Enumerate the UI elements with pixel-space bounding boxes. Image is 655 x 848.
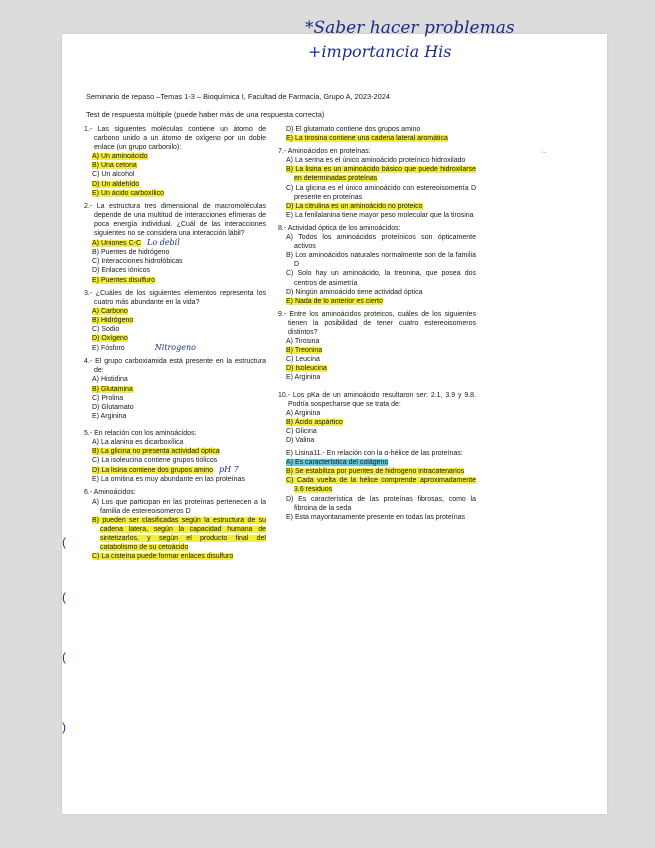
question-stem: 3.- ¿Cuáles de los siguientes elementos representa los cuatro más abundante en la vida? bbox=[84, 289, 266, 306]
question-8 bbox=[278, 224, 476, 306]
option-a: A) Todos los aminoácidos proteínicos son ópticamente activos bbox=[286, 234, 476, 251]
option-b: B) Una cetona bbox=[92, 162, 137, 170]
question-stem: 9.- Entre los aminoácidos proteicos, cuáles de los siguientes tienen la posibilidad de tener cuatro estereoisomeros distintos? bbox=[278, 310, 476, 336]
option-e: E) Puentes disulfuro bbox=[92, 276, 156, 284]
option-b: B) Puentes de hidrógeno bbox=[92, 249, 170, 257]
question-3 bbox=[84, 289, 266, 354]
page-subtitle: Test de respuesta múltiple (puede haber más de una respuesta correcta) bbox=[86, 110, 325, 119]
option-a: A) Un aminoácido bbox=[92, 153, 148, 161]
option-d: D) Enlaces iónicos bbox=[92, 267, 150, 275]
option-a: A) Histidina bbox=[92, 376, 128, 384]
option-b: B) pueden ser clasificadas según la estructura de su cadena latera, según la capacidad humana de sintetizarlos, y según el producto final del catabolismo de su cetoácido bbox=[92, 516, 266, 552]
option-c: C) Glicina bbox=[286, 427, 317, 435]
question-2 bbox=[84, 202, 266, 285]
question-1 bbox=[84, 125, 266, 198]
option-d: D) Es característica de las proteínas fibrosas, como la fibroina de la seda bbox=[286, 495, 476, 512]
question-stem: 4.- El grupo carboxiamida está presente en la estructura de: bbox=[84, 358, 266, 375]
question-6 bbox=[84, 488, 266, 561]
option-c: C) Interacciones hidrofóbicas bbox=[92, 258, 183, 266]
question-9 bbox=[278, 310, 476, 383]
option-e: E) Esta mayoritariamente presente en todas las proteínas bbox=[286, 513, 465, 521]
option-d: D) Glutamato bbox=[92, 403, 134, 411]
margin-bracket: ( bbox=[62, 650, 66, 664]
question-10 bbox=[278, 391, 476, 446]
option-b: B) Ácido aspártico bbox=[286, 418, 343, 426]
option-d: D) Isoleucina bbox=[286, 365, 327, 373]
option-d: D) La citrulina es un aminoácido no proteico bbox=[286, 202, 423, 210]
option-a: A) Tirosina bbox=[286, 338, 320, 346]
option-b: B) La lisina es un aminoácido básico que puede hidroxilarse en determinadas proteínas bbox=[286, 166, 476, 183]
option-d: D) El glutamato contiene dos grupos amino bbox=[286, 126, 421, 133]
question-stem: 7.- Aminoácidos en proteínas: bbox=[278, 148, 371, 156]
option-c: C) Solo hay un aminoácido, la treonina, que posea dos centros de asimetría bbox=[286, 270, 476, 287]
option-e: E) Arginina bbox=[92, 412, 127, 420]
handwritten-note-top-2: +importancia His bbox=[308, 42, 452, 61]
option-d: D) Oxígeno bbox=[92, 335, 128, 343]
right-column bbox=[278, 125, 476, 526]
option-e: E) Nada de lo anterior es cierto bbox=[286, 297, 383, 305]
option-e: E) La tirosina contiene una cadena lateral aromática bbox=[286, 135, 448, 143]
option-e: E) La fenilalanina tiene mayor peso molecular que la tirosina bbox=[286, 211, 474, 219]
bleed-through-mark: ~ bbox=[540, 148, 548, 158]
question-stem: E) Lisina11.- En relación con la α-hélice de las proteínas: bbox=[286, 450, 463, 458]
question-11 bbox=[278, 449, 476, 522]
option-c: C) La glicina es el único aminoácido con estereoisometría D presente en proteínas bbox=[286, 184, 476, 201]
question-7 bbox=[278, 147, 476, 220]
handwritten-note-top-1: *Saber hacer problemas bbox=[305, 18, 515, 38]
option-b: B) Hidrógeno bbox=[92, 316, 134, 324]
option-b: B) Treonina bbox=[286, 347, 323, 355]
handwritten-note: pH 7 bbox=[219, 465, 239, 475]
question-stem: 5.- En relación con los aminoácidos: bbox=[84, 429, 197, 437]
left-column bbox=[84, 125, 266, 565]
option-e: E) Un ácido carboxílico bbox=[92, 189, 164, 197]
question-6-continued bbox=[278, 125, 476, 143]
option-c: C) La isoleucina contiene grupos tiólicos bbox=[92, 457, 218, 465]
margin-bracket: ( bbox=[62, 535, 66, 549]
option-c: C) Cada vuelta de la hélice comprende aproximadamente 3.6 residuos bbox=[286, 477, 476, 494]
question-stem: 6.- Aminoácidos: bbox=[84, 489, 136, 497]
option-a: A) Los que participan en las proteínas pertenecen a la familia de estereoisomeros D bbox=[92, 498, 266, 515]
option-b: B) Se estabiliza por puentes de hidrogeno intracatenarios bbox=[286, 468, 465, 476]
page-title: Seminario de repaso –Temas 1-3 – Bioquímica I, Facultad de Farmacia, Grupo A, 2023-2024 bbox=[86, 92, 390, 101]
option-a: A) La serina es el único aminoácido proteínico hidroxilado bbox=[286, 157, 466, 165]
option-d: D) La lisina contiene dos grupos amino bbox=[92, 467, 214, 475]
option-b: B) Los aminoácidos naturales normalmente son de la familia D bbox=[286, 252, 476, 269]
question-stem: 1.- Las siguientes moléculas contiene un átomo de carbono unido a un átomo de oxígeno por un doble enlace (un grupo carbonilo): bbox=[84, 126, 266, 152]
option-a: A) Es característica del colágeno bbox=[286, 459, 389, 467]
option-c: C) Sodio bbox=[92, 325, 120, 333]
option-c: C) Un alcohol bbox=[92, 171, 135, 179]
option-a: A) La alanina es dicarboxílica bbox=[92, 439, 184, 446]
option-c: C) Leucina bbox=[286, 356, 320, 364]
option-b: B) La glicina no presenta actividad óptica bbox=[92, 448, 220, 456]
option-d: D) Un aldehído bbox=[92, 180, 140, 188]
handwritten-note: Lo debil bbox=[147, 238, 180, 248]
option-d: D) Ningún aminoácido tiene actividad óptica bbox=[286, 288, 423, 296]
margin-bracket: ( bbox=[62, 590, 66, 604]
question-stem: 8.- Actividad óptica de los aminoácidos: bbox=[278, 224, 401, 232]
option-b: B) Glutamina bbox=[92, 385, 133, 393]
margin-bracket: ) bbox=[62, 720, 66, 734]
option-c: C) La cisteína puede formar enlaces disulfuro bbox=[92, 553, 234, 561]
option-d: D) Valina bbox=[286, 437, 315, 444]
question-stem: 10.- Los pKa de un aminoácido resultaron ser: 2.1, 3.9 y 9.8. Podría sospecharse que se trata de: bbox=[278, 391, 476, 408]
option-e: E) Arginina bbox=[286, 374, 321, 382]
option-a: A) Uniones C-C bbox=[92, 240, 142, 248]
option-c: C) Prolina bbox=[92, 394, 124, 402]
option-a: A) Carbono bbox=[92, 307, 128, 315]
question-5 bbox=[84, 429, 266, 485]
question-stem: 2.- La estructura tres dimensional de macromoléculas depende de una multitud de interacciones efímeras de poca energía individual. ¿Cuál de las interacciones siguientes no se considera una interacción lábil? bbox=[84, 202, 266, 238]
option-e: E) Fósforo bbox=[92, 345, 125, 353]
option-e: E) La ornitina es muy abundante en las proteínas bbox=[92, 476, 245, 484]
handwritten-note: Nitrogeno bbox=[154, 343, 196, 353]
option-a: A) Arginina bbox=[286, 409, 321, 417]
question-4 bbox=[84, 357, 266, 421]
